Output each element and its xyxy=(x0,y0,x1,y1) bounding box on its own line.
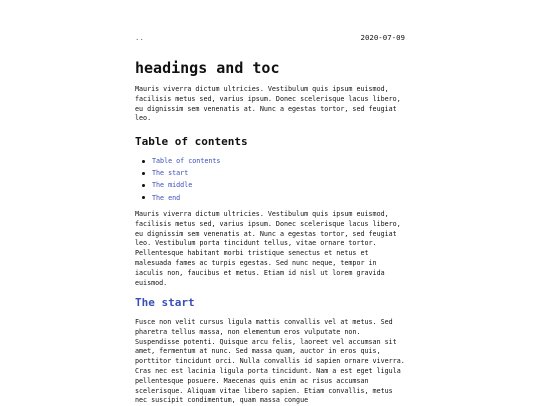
home-link[interactable]: .. xyxy=(135,33,144,42)
post-date: 2020-07-09 xyxy=(360,33,405,42)
toc-link-the-middle[interactable]: The middle xyxy=(152,181,193,190)
bullet-icon xyxy=(142,172,145,175)
toc-item xyxy=(152,167,220,179)
bullet-icon xyxy=(142,184,145,187)
toc-link-the-start[interactable]: The start xyxy=(152,169,189,178)
toc-link-table-of-contents[interactable]: Table of contents xyxy=(152,157,221,165)
section-start-paragraph: Fusce non velit cursus ligula mattis convallis vel at metus. Sed pharetra tellus massa, non elementum eros vulputate non. Suspendisse potenti. Quisque arcu felis, laoreet vel accumsan sit amet, fermentum at nunc. Sed massa quam, auctor in eros quis, porttitor tincidunt orci. Nulla convallis id sapien ornare viverra. Cras nec est lacinia ligula porta tincidunt. Nam a est eget ligula pellentesque posuere. Maecenas quis enim ac risus accumsan scelerisque. Aliquam vitae libero sapien. Etiam convallis, metus nec suscipit condimentum, quam massa congue xyxy=(135,318,405,405)
toc-heading: Table of contents xyxy=(135,135,248,148)
intro-paragraph: Mauris viverra dictum ultricies. Vestibulum quis ipsum euismod, facilisis metus sed, varius ipsum. Donec scelerisque lacus libero, eu dignissim sem venenatis at. Nunc a egestas tortor, sed feugiat leo. xyxy=(135,85,401,123)
toc-item xyxy=(152,192,220,204)
toc-item xyxy=(152,155,220,167)
bullet-icon xyxy=(142,196,145,199)
page-title: headings and toc xyxy=(135,59,280,77)
bullet-icon xyxy=(142,160,145,163)
body-paragraph: Mauris viverra dictum ultricies. Vestibulum quis ipsum euismod, facilisis metus sed, varius ipsum. Donec scelerisque lacus libero, eu dignissim sem venenatis at. Nunc a egestas tortor, sed feugiat leo. Vestibulum porta tincidunt tellus, vitae ornare tortor. Pellentesque habitant morbi tristique senectus et netus et malesuada fames ac turpis egestas. Sed nunc neque, tempor in iaculis non, faucibus et metus. Etiam id nisl ut lorem gravida euismod. xyxy=(135,210,401,287)
section-heading-the-start[interactable]: The start xyxy=(135,296,195,309)
toc-item xyxy=(152,179,220,191)
table-of-contents xyxy=(135,155,220,204)
toc-link-the-end[interactable]: The end xyxy=(152,193,181,202)
